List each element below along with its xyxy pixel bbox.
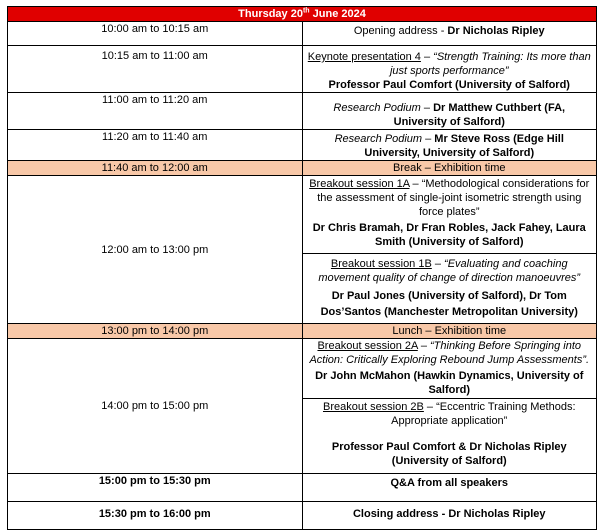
schedule-day-heading: [8, 7, 597, 22]
time-cell: 15:30 pm to 16:00 pm: [8, 502, 303, 530]
time-cell: 10:00 am to 10:15 am: [8, 22, 303, 46]
day-label: Thursday 20: [238, 8, 303, 20]
speaker-name: Dr John McMahon (Hawkin Dynamics, University of Salford): [315, 370, 584, 396]
event-cell: [302, 22, 597, 46]
time-cell: 12:00 am to 13:00 pm: [8, 176, 303, 324]
event-cell: [302, 46, 597, 93]
event-cell: [302, 176, 597, 324]
speaker-name: Dr Chris Bramah, Dr Fran Robles, Jack Fahey, Laura Smith (University of Salford): [312, 222, 586, 248]
event-cell: Lunch – Exhibition time: [302, 324, 597, 339]
schedule-row: [8, 46, 597, 93]
time-cell: 10:15 am to 11:00 am: [8, 46, 303, 93]
session-title: “Methodological considerations for the assessment of single-joint isometric strength using force plates”: [317, 178, 590, 218]
session-link[interactable]: Breakout session 2B: [322, 401, 424, 413]
dash: –: [420, 102, 434, 114]
breakout-block: [306, 176, 594, 253]
speaker-name: Professor Paul Comfort & Dr Nicholas Ripley (University of Salford): [331, 441, 567, 467]
schedule-row: [8, 176, 597, 324]
session-title: “Thinking Before Springing into Action: Critically Exploring Rebound Jump Assessments”.: [309, 340, 590, 366]
session-title: “Evaluating and coaching movement quality of change of direction manoeuvres”: [318, 258, 581, 284]
schedule-row: [8, 339, 597, 474]
dash: –: [422, 133, 435, 145]
breakout-block: [306, 339, 594, 398]
time-cell: 14:00 pm to 15:00 pm: [8, 339, 303, 474]
session-link[interactable]: Keynote presentation 4: [307, 51, 421, 63]
month-year: June 2024: [309, 8, 366, 20]
speaker-name: Dr Nicholas Ripley: [447, 25, 545, 37]
day-suffix: th: [302, 7, 310, 15]
time-cell: 15:00 pm to 15:30 pm: [8, 474, 303, 502]
session-label: Research Podium: [334, 133, 423, 145]
session-title: “Eccentric Training Methods: Appropriate application”: [391, 401, 576, 427]
session-link[interactable]: Breakout session 2A: [317, 340, 418, 352]
dash: –: [417, 340, 430, 352]
speaker-name: Professor Paul Comfort (University of Salford): [328, 79, 570, 91]
event-cell: Q&A from all speakers: [302, 474, 597, 502]
schedule-row: [8, 22, 597, 46]
breakout-block: [303, 398, 597, 473]
speaker-name: Mr Steve Ross (Edge Hill University, University of Salford): [364, 133, 564, 159]
time-cell: 13:00 pm to 14:00 pm: [8, 324, 303, 339]
session-link[interactable]: Breakout session 1B: [330, 258, 432, 270]
event-cell: [302, 93, 597, 130]
break-row: [8, 161, 597, 176]
event-cell: Break – Exhibition time: [302, 161, 597, 176]
schedule-row: [8, 474, 597, 502]
dash: –: [423, 401, 437, 413]
break-row: [8, 324, 597, 339]
event-cell: [302, 339, 597, 474]
schedule-row: [8, 130, 597, 161]
schedule-table: [7, 6, 597, 530]
breakout-block: [303, 253, 597, 323]
session-title: “Strength Training: Its more than just sports performance”: [389, 51, 591, 77]
time-cell: 11:00 am to 11:20 am: [8, 93, 303, 130]
dash: –: [420, 51, 434, 63]
time-cell: 11:20 am to 11:40 am: [8, 130, 303, 161]
dash: –: [431, 258, 445, 270]
schedule-header-row: [8, 7, 597, 22]
speaker-name: Dr Paul Jones (University of Salford), Dr Tom Dos’Santos (Manchester Metropolitan University): [320, 290, 578, 318]
speaker-name: Dr Matthew Cuthbert (FA, University of Salford): [393, 102, 566, 128]
time-cell: 11:40 am to 12:00 am: [8, 161, 303, 176]
event-cell: Closing address - Dr Nicholas Ripley: [302, 502, 597, 530]
event-cell: [302, 130, 597, 161]
session-link[interactable]: Breakout session 1A: [309, 178, 410, 190]
dash: –: [409, 178, 422, 190]
schedule-row: [8, 93, 597, 130]
event-text: Opening address -: [353, 25, 448, 37]
session-label: Research Podium: [333, 102, 421, 114]
schedule-row: [8, 502, 597, 530]
